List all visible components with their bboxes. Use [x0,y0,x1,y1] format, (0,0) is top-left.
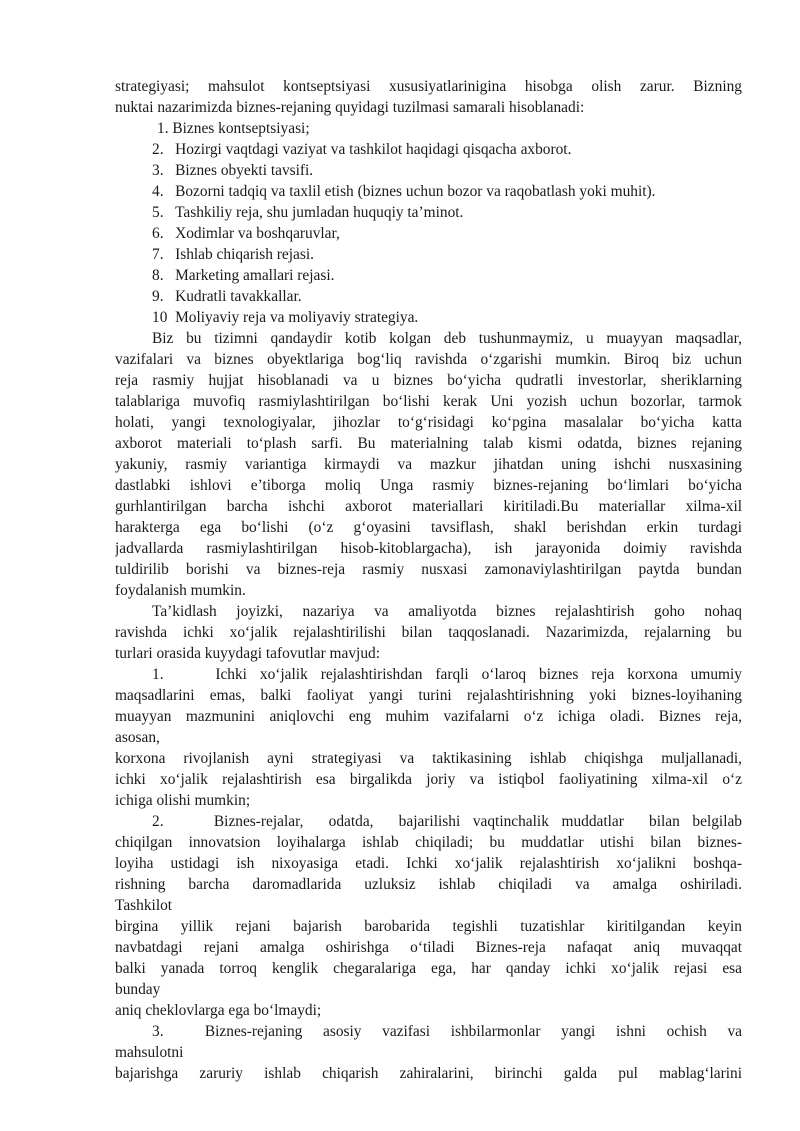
text-line: bajarishga zaruriy ishlab chiqarish zahiralarini, birinchi galda pul mablag‘larini [115,1065,742,1082]
text-line: Biz bu tizimni qandaydir kotib kolgan deb tushunmaymiz, u muayyan maqsadlar, [152,330,742,347]
text-line: gurhlantirilgan barcha ishchi axborot materiallari kiritiladi.Bu materiallar xilma-xil [115,498,742,515]
text-line: rishning barcha daromadlarida uzluksiz ishlab chiqiladi va amalga oshiriladi. [115,876,742,893]
text-line: Ta’kidlash joyizki, nazariya va amaliyotda biznes rejalashtirish goho nohaq [152,603,742,620]
list-item: 4. Bozorni tadqiq va taxlil etish (biznes uchun bozor va raqobatlash yoki muhit). [152,183,656,200]
list-item: 10 Moliyaviy reja va moliyaviy strategiya. [152,309,419,326]
text-line: axborot materiali to‘plash sarfi. Bu materialning talab kismi odatda, biznes rejaning [115,435,742,452]
text-line: foydalanish mumkin. [115,582,246,599]
text-line: chiqilgan innovatsion loyihalarga ishlab chiqiladi; bu muddatlar utishi bilan biznes- [115,834,742,851]
text-line: reja rasmiy hujjat hisoblanadi va u biznes bo‘yicha qudratli investorlar, sheriklarning [115,372,742,389]
text-line: navbatdagi rejani amalga oshirishga o‘tiladi Biznes-reja nafaqat aniq muvaqqat [115,939,742,956]
text-line: mahsulotni [115,1044,184,1061]
list-item: 5. Tashkiliy reja, shu jumladan huquqiy ta’minot. [152,204,464,221]
text-line: Tashkilot [115,897,173,914]
text-line: turlari orasida kuyydagi tafovutlar mavjud: [115,645,380,662]
list-item: 2. Hozirgi vaqtdagi vaziyat va tashkilot haqidagi qisqacha axborot. [152,141,572,158]
text-line: dastlabki ishlovi e’tiborga moliq Unga rasmiy biznes-rejaning bo‘limlari bo‘yicha [115,477,742,494]
text-line: strategiyasi; mahsulot kontseptsiyasi xususiyatlarinigina hisobga olish zarur. Bizning [115,78,742,95]
text-line: balki yanada torroq kenglik chegaralariga ega, har qanday ichki xo‘jalik rejasi esa [115,960,742,977]
text-line: ichki xo‘jalik rejalashtirish esa birgalikda joriy va istiqbol faoliyatining xilma-xil o‘z [115,771,742,788]
text-line: yakuniy, rasmiy variantiga kirmaydi va mazkur jihatdan uning ishchi nusxasining [115,456,742,473]
text-line: talablariga muvofiq rasmiylashtirilgan bo‘lishi kerak Uni yozish uchun bozorlar, tarmok [115,393,742,410]
text-line: 2. Biznes-rejalar, odatda, bajarilishi vaqtinchalik muddatlar bilan belgilab [152,813,742,830]
text-line: aniq cheklovlarga ega bo‘lmaydi; [115,1002,322,1019]
text-line: nuktai nazarimizda biznes-rejaning quyidagi tuzilmasi samarali hisoblanadi: [115,99,585,116]
text-line: harakterga ega bo‘lishi (o‘z g‘oyasini tavsiflash, shakl berishdan erkin turdagi [115,519,742,536]
text-line: vazifalari va biznes obyektlariga bog‘liq ravishda o‘zgarishi mumkin. Biroq biz uchun [115,351,742,368]
text-line: asosan, [115,729,160,746]
list-item: 3. Biznes obyekti tavsifi. [152,162,314,179]
text-line: ravishda ichki xo‘jalik rejalashtirilishi bilan taqqoslanadi. Nazarimizda, rejalarning bu [115,624,742,641]
list-item: 9. Kudratli tavakkallar. [152,288,302,305]
text-line: tuldirilib borishi va biznes-reja rasmiy nusxasi zamonaviylashtirilgan paytda bundan [115,561,742,578]
text-line: birgina yillik rejani bajarish barobarida tegishli tuzatishlar kiritilgandan keyin [115,918,742,935]
list-item: 1. Biznes kontseptsiyasi; [157,120,310,137]
list-item: 8. Marketing amallari rejasi. [152,267,335,284]
text-line: 3. Biznes-rejaning asosiy vazifasi ishbilarmonlar yangi ishni ochish va [152,1023,742,1040]
text-line: jadvallarda rasmiylashtirilgan hisob-kitoblargacha), ish jarayonida doimiy ravishda [115,540,742,557]
list-item: 7. Ishlab chiqarish rejasi. [152,246,314,263]
text-line: 1. Ichki xo‘jalik rejalashtirishdan farqli o‘laroq biznes reja korxona umumiy [152,666,742,683]
text-line: holati, yangi texnologiyalar, jihozlar to‘g‘risidagi ko‘pgina masalalar bo‘yicha katta [115,414,742,431]
text-line: muayyan mazmunini aniqlovchi eng muhim vazifalarni o‘z ichiga oladi. Biznes reja, [115,708,742,725]
text-line: ichiga olishi mumkin; [115,792,251,809]
text-line: korxona rivojlanish ayni strategiyasi va taktikasining ishlab chiqishga muljallanadi, [115,750,742,767]
list-item: 6. Xodimlar va boshqaruvlar, [152,225,340,242]
text-line: bunday [115,981,161,998]
text-line: loyiha ustidagi ish nixoyasiga etadi. Ichki xo‘jalik rejalashtirish xo‘jalikni boshqa- [115,855,742,872]
text-line: maqsadlarini emas, balki faoliyat yangi turini rejalashtirishning yoki biznes-loyihaning [115,687,742,704]
